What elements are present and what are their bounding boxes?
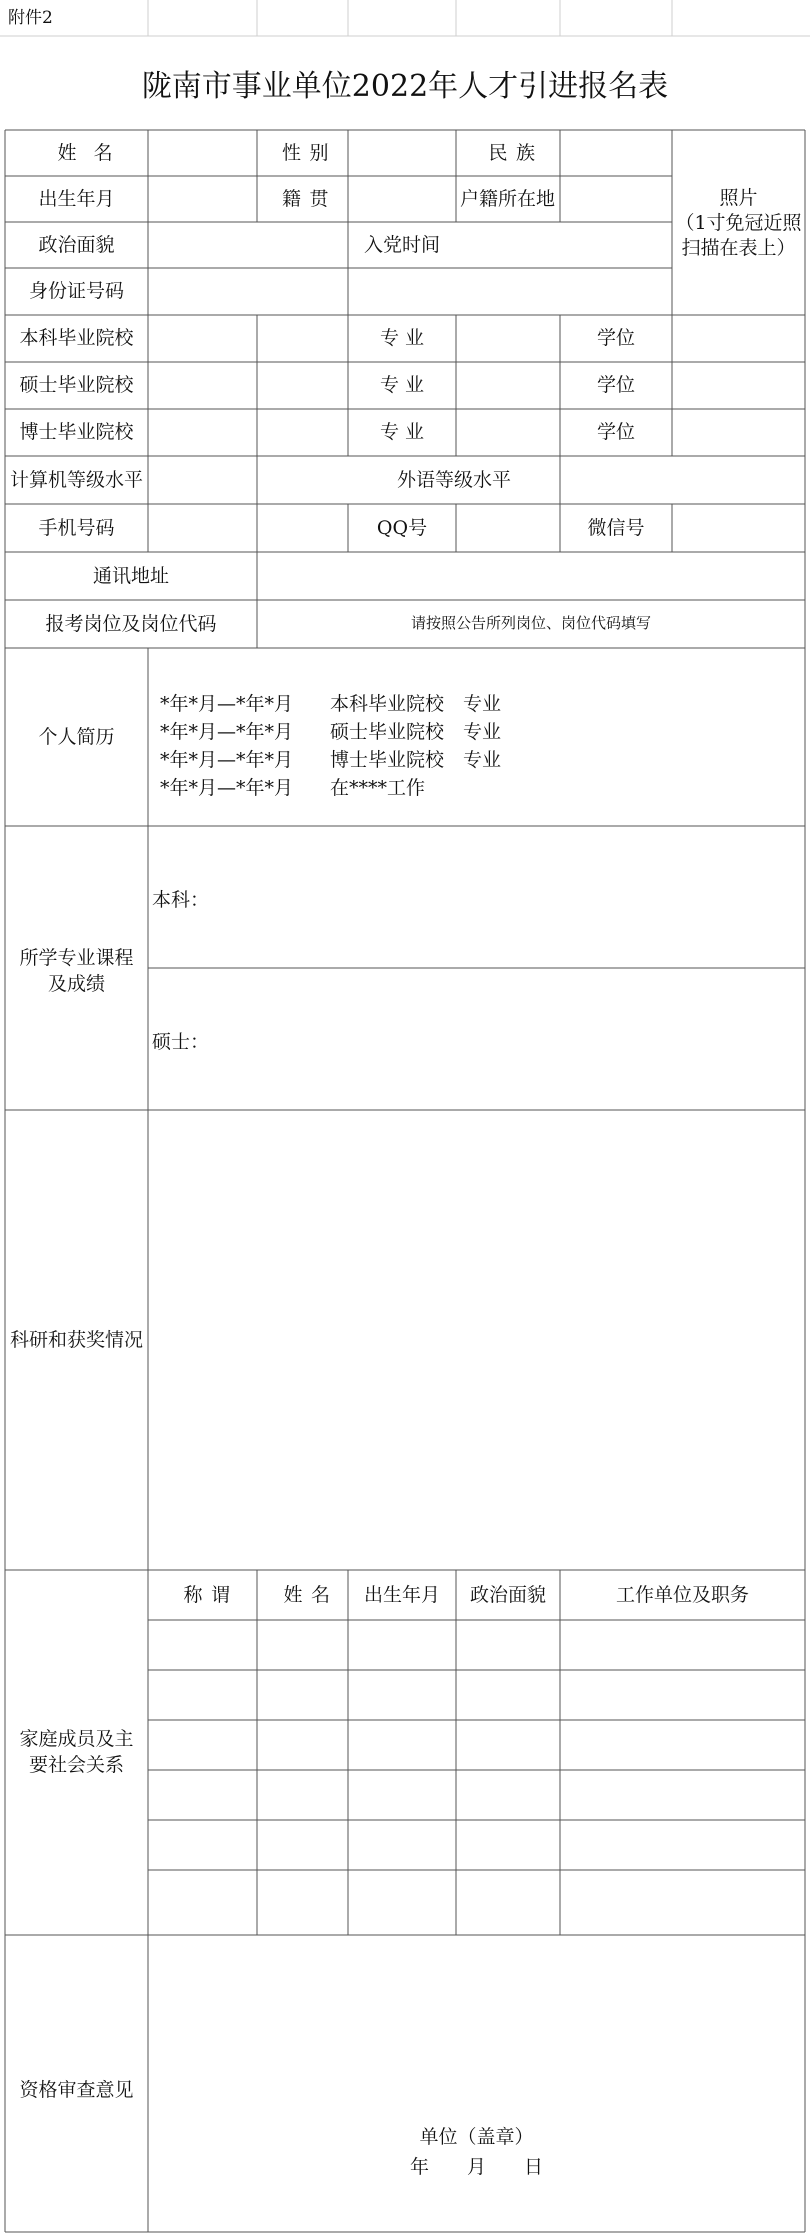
seal-text: 单位（盖章） — [419, 2125, 534, 2148]
master-school-label: 硕士毕业院校 — [19, 374, 134, 397]
doctor-degree-label: 学位 — [596, 421, 635, 444]
party-time-label: 入党时间 — [363, 233, 440, 256]
family-header-name: 姓名 — [283, 1583, 339, 1606]
computer-level-label: 计算机等级水平 — [9, 468, 143, 491]
position-label: 报考岗位及岗位代码 — [45, 612, 217, 635]
resume-content: 硕士毕业院校 专业 — [330, 720, 502, 743]
doctor-major-label: 专 业 — [379, 421, 425, 444]
native-place-label: 籍贯 — [281, 187, 338, 210]
name-label: 姓名 — [57, 141, 130, 164]
qq-label: QQ号 — [376, 516, 428, 539]
photo-note-line1: （1寸免冠近照 — [675, 211, 802, 234]
photo-title: 照片 — [719, 186, 758, 209]
political-label: 政治面貌 — [38, 233, 115, 256]
family-label-line1: 家庭成员及主 — [19, 1727, 134, 1750]
address-label: 通讯地址 — [92, 564, 169, 587]
resume-label: 个人简历 — [38, 725, 115, 748]
resume-content: 博士毕业院校 专业 — [330, 748, 502, 771]
resume-period: *年*月—*年*月 — [160, 748, 294, 771]
doctor-school-label: 博士毕业院校 — [19, 421, 134, 444]
phone-label: 手机号码 — [38, 516, 115, 539]
resume-content: 在****工作 — [330, 776, 426, 799]
review-label: 资格审查意见 — [19, 2078, 134, 2101]
page-title: 陇南市事业单位2022年人才引进报名表 — [141, 68, 669, 104]
courses-label-line2: 及成绩 — [47, 972, 105, 995]
family-header-work: 工作单位及职务 — [615, 1583, 749, 1606]
household-label: 户籍所在地 — [459, 187, 555, 210]
ethnicity-label: 民族 — [488, 141, 544, 164]
master-major-label: 专 业 — [379, 374, 425, 397]
bachelor-major-label: 专 业 — [379, 327, 425, 350]
resume-period: *年*月—*年*月 — [160, 720, 294, 743]
id-number-label: 身份证号码 — [28, 280, 124, 303]
bachelor-courses-label: 本科： — [152, 888, 210, 911]
resume-content: 本科毕业院校 专业 — [330, 692, 502, 715]
bachelor-school-label: 本科毕业院校 — [19, 327, 134, 350]
courses-label-line1: 所学专业课程 — [19, 946, 134, 969]
resume-period: *年*月—*年*月 — [160, 776, 294, 799]
birth-label: 出生年月 — [38, 187, 115, 210]
family-header-birth: 出生年月 — [363, 1583, 440, 1606]
position-note: 请按照公告所列岗位、岗位代码填写 — [410, 614, 651, 633]
research-label: 科研和获奖情况 — [9, 1328, 143, 1351]
bachelor-degree-label: 学位 — [596, 327, 635, 350]
family-header-political: 政治面貌 — [469, 1583, 546, 1606]
photo-note-line2: 扫描在表上） — [681, 236, 796, 259]
language-level-label: 外语等级水平 — [396, 468, 511, 491]
gender-label: 性别 — [281, 141, 338, 164]
resume-period: *年*月—*年*月 — [160, 692, 294, 715]
master-courses-label: 硕士： — [152, 1030, 210, 1053]
wechat-label: 微信号 — [587, 516, 645, 539]
master-degree-label: 学位 — [596, 374, 635, 397]
date-text: 年 月 日 — [409, 2155, 543, 2178]
family-header-relation: 称谓 — [183, 1583, 239, 1606]
family-label-line2: 要社会关系 — [28, 1753, 124, 1776]
attachment-label: 附件2 — [8, 7, 53, 28]
